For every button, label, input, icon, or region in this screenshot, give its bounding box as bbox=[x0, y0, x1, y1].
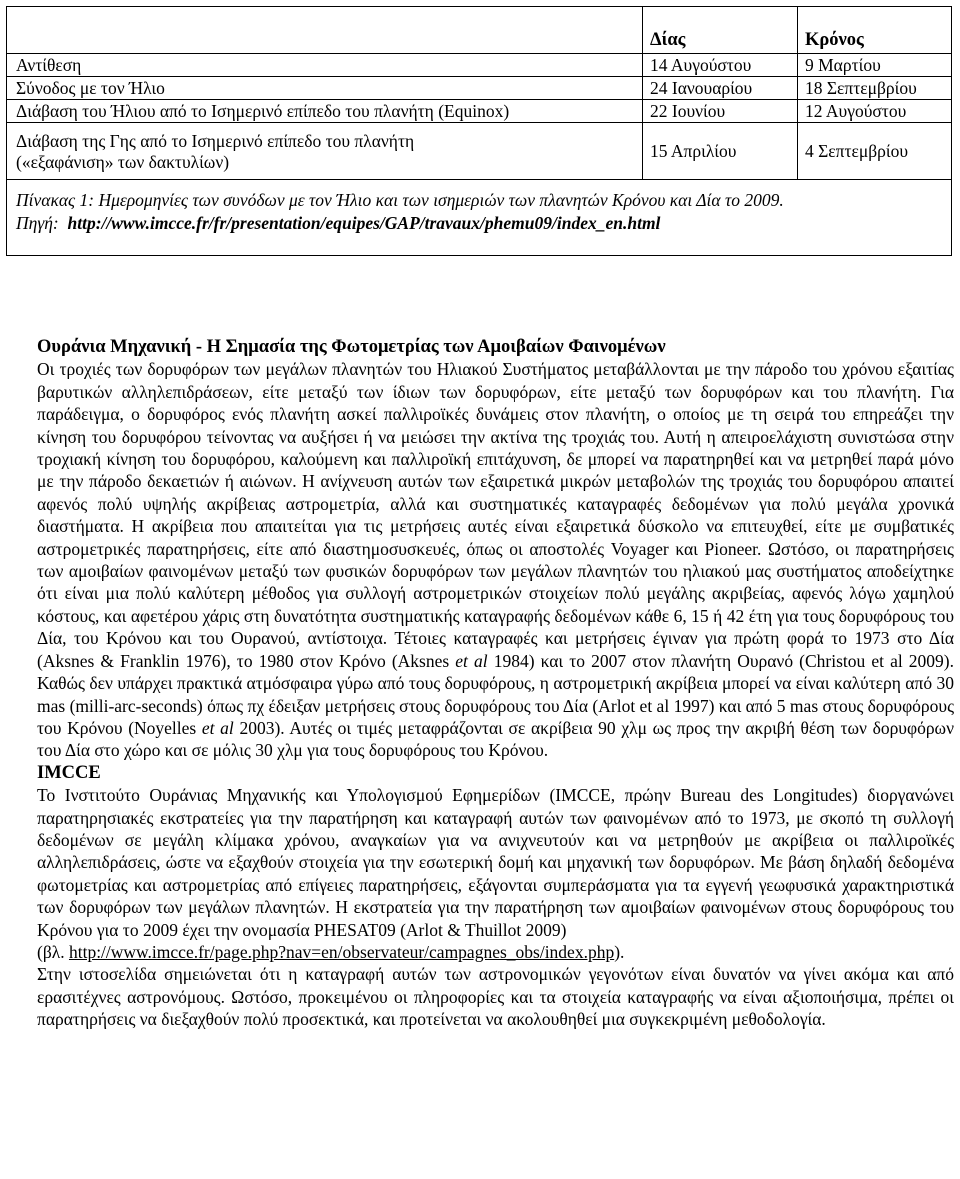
caption-source-label: Πηγή: bbox=[16, 213, 59, 233]
row-label-line1: Διάβαση της Γης από το Ισημερινό επίπεδο του πλανήτη bbox=[16, 131, 415, 151]
et-al-italic: et al bbox=[201, 717, 234, 738]
row-kronos-date: 18 Σεπτεμβρίου bbox=[798, 77, 952, 100]
ref-prefix: (βλ. bbox=[37, 941, 69, 962]
article-paragraph-1 bbox=[37, 358, 954, 761]
paragraph-text: Το Ινστιτούτο Ουράνιας Μηχανικής και Υπολογισμού Εφημερίδων (IMCCE, πρώην Bureau des Longitudes) διοργανώνει παρατηρησιακές εκστρατείες για την παρατήρηση και καταγραφή αυτών των φαινομένων από το 1973, με σκοπό τη συλλογή δεδομένων σε μεγάλη κλίμακα χρόνου, αναγκαίων για να ανιχνευτούν και να μετρηθούν με ακρίβεια οι παλλιροϊκές αλληλεπιδράσεις, ώστε να εξαχθούν στοιχεία για την εσωτερική δομή και μηχανική των δορυφόρων. Με βάση δηλαδή δεδομένα φωτομετρίας και αστρομετρίας από επίγειες παρατηρήσεις, εξάγονται συμπεράσματα για τα εγγενή γεωφυσικά χαρακτηριστικά των δορυφόρων των μεγάλων πλανητών. Η εκστρατεία για την παρατήρηση των αμοιβαίων φαινομένων στους δορυφόρους του Κρόνου για το 2009 έχει την ονομασία PHESAT09 (Arlot & Thuillot 2009) bbox=[37, 785, 954, 940]
row-zeus-date: 22 Ιουνίου bbox=[643, 100, 798, 123]
dates-table bbox=[6, 6, 952, 256]
row-label-line2: («εξαφάνιση» των δακτυλίων) bbox=[16, 152, 230, 172]
table-caption bbox=[7, 180, 952, 256]
caption-source-url: http://www.imcce.fr/fr/presentation/equipes/GAP/travaux/phemu09/index_en.html bbox=[67, 213, 661, 233]
row-zeus-date: 14 Αυγούστου bbox=[643, 54, 798, 77]
row-label bbox=[7, 123, 643, 180]
table-header-zeus: Δίας bbox=[643, 7, 798, 54]
paragraph-text: 1984) και το 2007 στον πλανήτη Ουρανό (Christou et al 2009). Καθώς δεν υπάρχει πρακτικά ατμόσφαιρα γύρω από τους δορυφόρους, η αστρομετρική ακρίβεια μπορεί να είναι καλύτερη από 30 mas (milli-arc-seconds) όπως πχ έδειξαν μετρήσεις στους δορυφόρους του Δία (Arlot et al 1997) και από 5 mas στους δορυφόρους του Κρόνου (Noyelles bbox=[37, 650, 955, 738]
row-zeus-date: 15 Απριλίου bbox=[643, 123, 798, 180]
row-kronos-date: 4 Σεπτεμβρίου bbox=[798, 123, 952, 180]
table-header-row bbox=[7, 7, 952, 54]
paragraph-text: Οι τροχιές των δορυφόρων των μεγάλων πλανητών του Ηλιακού Συστήματος μεταβάλλονται με την πάροδο του χρόνου εξαιτίας βαρυτικών αλληλεπιδράσεων, είτε μεταξύ των ίδιων των δορυφόρων, είτε μεταξύ των δορυφόρων και του πλανήτη. Για παράδειγμα, ο δορυφόρος ενός πλανήτη ασκεί παλλιροϊκές δυνάμεις στον πλανήτη, ο οποίος με τη σειρά του επηρεάζει την κίνηση του δορυφόρου τείνοντας να αυξήσει ή να μειώσει την ακτίνα της τροχιάς του. Αυτή η απειροελάχιστη συνιστώσα στην τροχιακή κίνηση του δορυφόρου, καλούμενη και παλλιροϊκή επιτάχυνση, δε μπορεί να παρατηρηθεί και να μετρηθεί παρά μόνο με την πάροδο δεκαετιών ή αιώνων. Η ανίχνευση αυτών των εξαιρετικά μικρών μεταβολών της τροχιάς του δορυφόρου απαιτεί αφενός πολύ υψηλής ακρίβειας αστρομετρία, αλλά και συστηματικές καταγραφές δεδομένων για πολύ μεγάλα χρονικά διαστήματα. Η ακρίβεια που απαιτείται για τις μετρήσεις αυτές είναι εξαιρετικά δύσκολο να επιτευχθεί, είτε με συμβατικές αστρομετρικές παρατηρήσεις, είτε από διαστημοσυσκευές, όπως οι αποστολές Voyager και Pioneer. Ωστόσο, οι παρατηρήσεις των αμοιβαίων φαινομένων μεταξύ των φυσικών δορυφόρων των μεγάλων πλανητών του ηλιακού μας συστήματος αποδείχτηκε ότι είναι μια πολύ καλύτερη μέθοδος για συλλογή αστρομετρικών στοιχείων πολύ μεγάλης ακριβείας, αφενός λόγω χαμηλού κόστους, και αφετέρου χάρις στη δυνατότητα συστηματικής καταγραφής δεδομένων κάθε 6, 15 ή 42 έτη για τους δορυφόρους του Δία, του Κρόνου και του Ουρανού, αντίστοιχα. Τέτοιες καταγραφές και μετρήσεις έγιναν για πρώτη φορά το 1973 στο Δία (Aksnes & Franklin 1976), το 1980 στον Κρόνο (Aksnes bbox=[37, 359, 954, 671]
imcce-subheading: IMCCE bbox=[37, 762, 101, 783]
row-label: Σύνοδος με τον Ήλιο bbox=[7, 77, 643, 100]
article-paragraph-3: Στην ιστοσελίδα σημειώνεται ότι η καταγραφή αυτών των αστρονομικών γεγονότων είναι δυνατόν να γίνει ακόμα και από ερασιτέχνες αστρονόμους. Ωστόσο, προκειμένου οι πληροφορίες και τα στοιχεία καταγραφής να είναι αξιοποιήσιμα, πρέπει οι παρατηρήσεις να διεξαχθούν πολύ προσεκτικά, και προτείνεται να ακολουθηθεί μια συγκεκριμένη μεθοδολογία. bbox=[37, 964, 954, 1030]
table-caption-row bbox=[7, 180, 952, 256]
article bbox=[37, 336, 954, 1031]
et-al-italic: et al bbox=[455, 650, 488, 671]
row-label: Διάβαση του Ήλιου από το Ισημερινό επίπεδο του πλανήτη (Equinox) bbox=[7, 100, 643, 123]
article-paragraph-2 bbox=[37, 784, 954, 963]
table-row bbox=[7, 54, 952, 77]
table-header-empty bbox=[7, 7, 643, 54]
row-kronos-date: 12 Αυγούστου bbox=[798, 100, 952, 123]
table-header-kronos: Κρόνος bbox=[798, 7, 952, 54]
row-zeus-date: 24 Ιανουαρίου bbox=[643, 77, 798, 100]
table-row bbox=[7, 77, 952, 100]
article-title: Ουράνια Μηχανική - Η Σημασία της Φωτομετρίας των Αμοιβαίων Φαινομένων bbox=[37, 337, 666, 357]
row-label: Αντίθεση bbox=[7, 54, 643, 77]
paragraph-text: 2003). Αυτές οι τιμές μεταφράζονται σε ακρίβεια 90 χλμ ως προς την ακριβή θέση των δορυφόρων του Δία στο χώρο και σε μόλις 30 χλμ για τους δορυφόρους του Κρόνου. bbox=[37, 717, 954, 761]
caption-source bbox=[16, 212, 951, 235]
table-row bbox=[7, 123, 952, 180]
table-row bbox=[7, 100, 952, 123]
ref-suffix: ). bbox=[614, 941, 625, 962]
caption-text: Πίνακας 1: Ημερομηνίες των συνόδων με τον Ήλιο και των ισημεριών των πλανητών Κρόνου και Δία το 2009. bbox=[16, 190, 784, 210]
imcce-campaign-link[interactable]: http://www.imcce.fr/page.php?nav=en/observateur/campagnes_obs/index.php bbox=[68, 941, 615, 962]
row-kronos-date: 9 Μαρτίου bbox=[798, 54, 952, 77]
